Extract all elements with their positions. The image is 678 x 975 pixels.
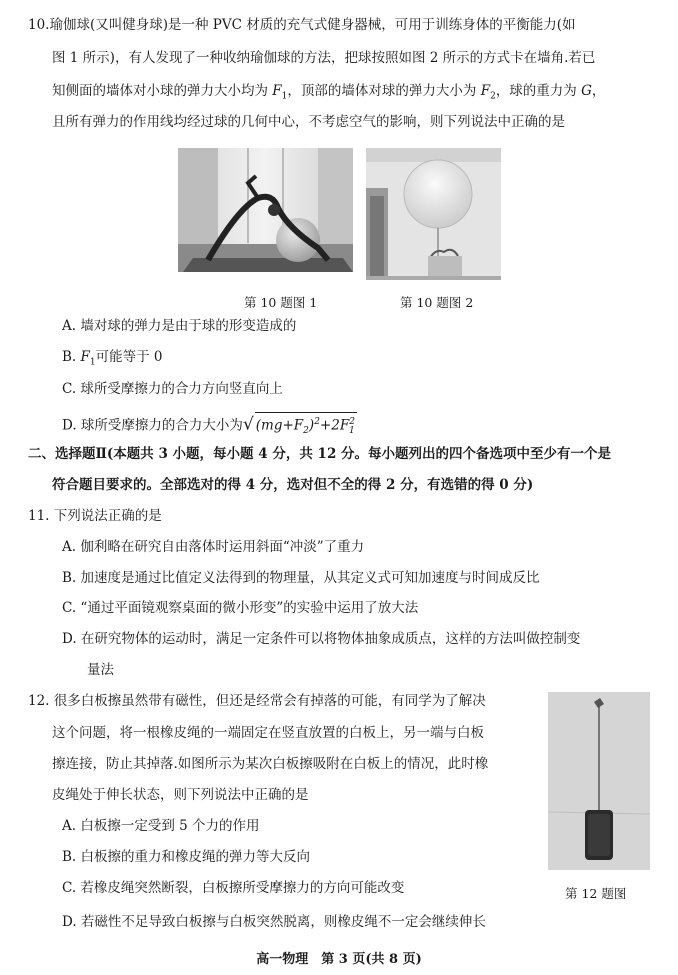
q12-stem-line1: 12. 很多白板擦虽然带有磁性，但还是经常会有掉落的可能，有同学为了解决 (28, 693, 486, 709)
q11-option-d-line1: D. 在研究物体的运动时，满足一定条件可以将物体抽象成质点，这样的方法叫做控制变 (62, 631, 581, 647)
page-footer: 高一物理 第 3 页(共 8 页) (256, 952, 422, 967)
q12-figure-caption: 第 12 题图 (565, 886, 627, 901)
q12-figure-photo (548, 692, 650, 870)
q10-stem-line3: 知侧面的墙体对小球的弹力大小均为 $F_1$，顶部的墙体对球的弹力大小为 $F_2$，球的重力为 G， (52, 83, 606, 102)
q10-figure1-photo (178, 148, 353, 272)
q10-option-d: D. 球所受摩擦力的合力大小为√ $(mg+F_2)^2+2F^2_1$ (62, 412, 357, 440)
q12-stem-line2: 这个问题，将一根橡皮绳的一端固定在竖直放置的白板上，另一端与白板 (52, 725, 484, 741)
q10-stem-line1: 10.瑜伽球(又叫健身球)是一种 PVC 材质的充气式健身器械，可用于训练身体的平衡能力(如 (28, 17, 576, 33)
q10-figure2-photo (366, 148, 501, 280)
q10-option-a: A. 墙对球的弹力是由于球的形变造成的 (62, 318, 297, 334)
q11-option-c: C. “通过平面镜观察桌面的微小形变”的实验中运用了放大法 (62, 600, 419, 616)
q12-option-d: D. 若磁性不足导致白板擦与白板突然脱离，则橡皮绳不一定会继续伸长 (62, 914, 486, 930)
q12-stem-line4: 皮绳处于伸长状态，则下列说法中正确的是 (52, 787, 309, 803)
q11-option-d-line2: 量法 (87, 662, 114, 678)
q11-option-b: B. 加速度是通过比值定义法得到的物理量，从其定义式可知加速度与时间成反比 (62, 570, 540, 586)
q11-stem: 11. 下列说法正确的是 (28, 508, 162, 524)
section2-instructions-line1: 二、选择题Ⅱ(本题共 3 小题，每小题 4 分，共 12 分。每小题列出的四个备选项中至少有一个是 (28, 446, 612, 462)
q12-option-c: C. 若橡皮绳突然断裂，白板擦所受摩擦力的方向可能改变 (62, 880, 405, 896)
q10-figure2-caption: 第 10 题图 2 (400, 295, 474, 310)
q10-figure1-caption: 第 10 题图 1 (244, 295, 318, 310)
q10-option-b: B. $F_1$可能等于 0 (62, 349, 163, 368)
q10-stem-line4: 且所有弹力的作用线均经过球的几何中心，不考虑空气的影响，则下列说法中正确的是 (52, 114, 565, 130)
q12-option-a: A. 白板擦一定受到 5 个力的作用 (62, 818, 260, 834)
q10-stem-line2: 图 1 所示)，有人发现了一种收纳瑜伽球的方法，把球按照如图 2 所示的方式卡在墙角.若已 (52, 50, 596, 66)
section2-instructions-line2: 符合题目要求的。全部选对的得 4 分，选对但不全的得 2 分，有选错的得 0 分) (52, 477, 534, 493)
q12-option-b: B. 白板擦的重力和橡皮绳的弹力等大反向 (62, 849, 311, 865)
q12-stem-line3: 擦连接，防止其掉落.如图所示为某次白板擦吸附在白板上的情况，此时橡 (52, 756, 489, 772)
q11-option-a: A. 伽利略在研究自由落体时运用斜面“冲淡”了重力 (62, 539, 365, 555)
q10-option-c: C. 球所受摩擦力的合力方向竖直向上 (62, 381, 283, 397)
